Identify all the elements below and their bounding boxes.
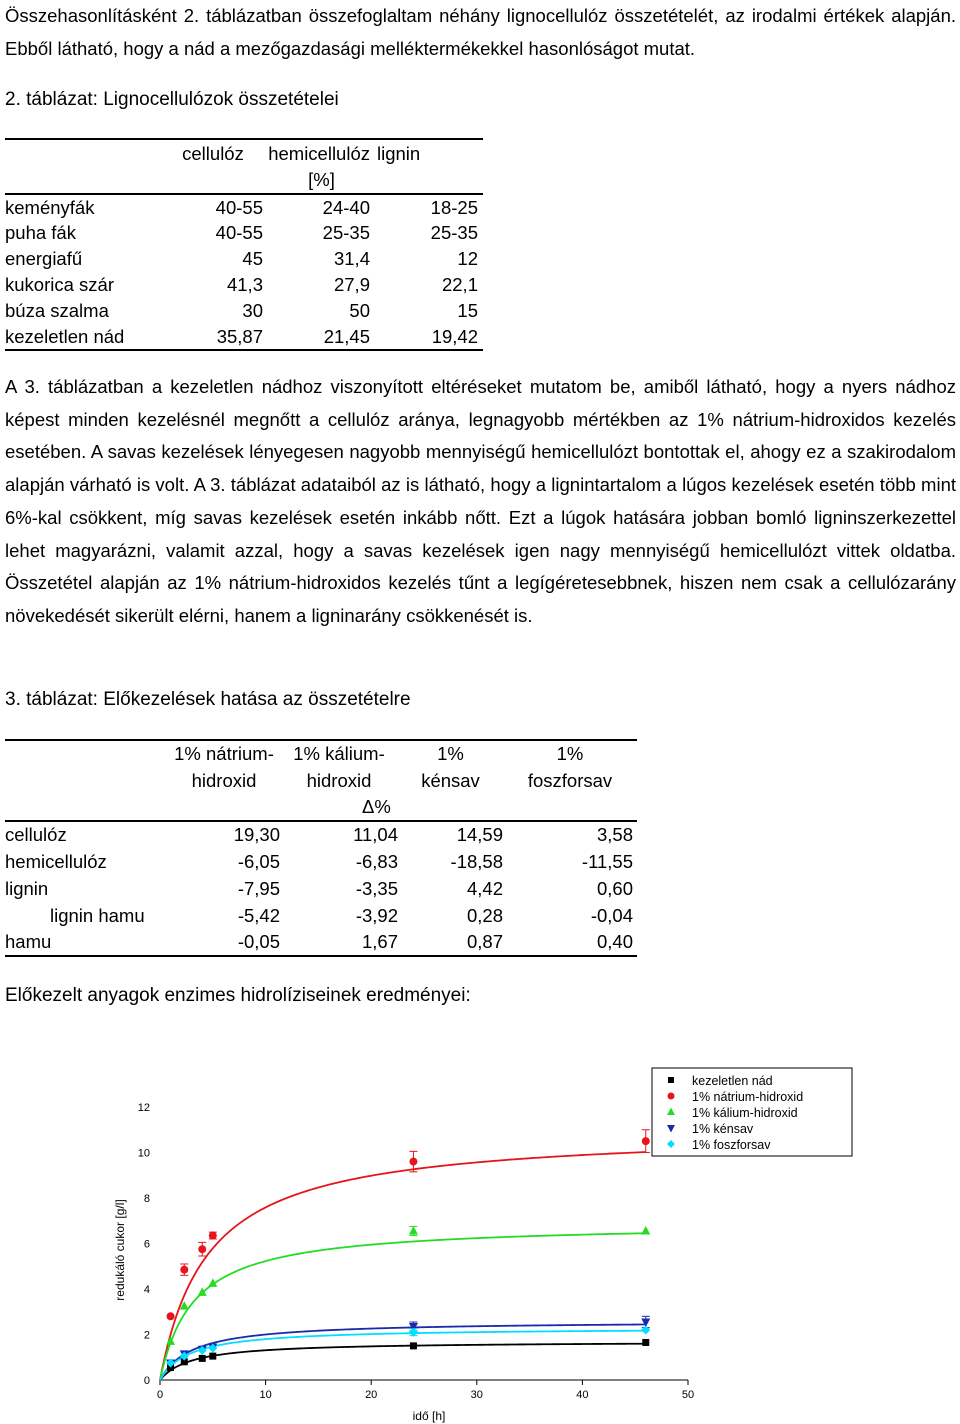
table3-cell: -3,35 bbox=[355, 877, 398, 899]
table2-row bbox=[5, 194, 483, 220]
x-tick-label: 20 bbox=[365, 1389, 378, 1401]
table2-row-label: kezeletlen nád bbox=[5, 325, 125, 347]
table3-cell: -0,04 bbox=[590, 904, 633, 926]
table2-row-label: búza szalma bbox=[5, 300, 109, 321]
data-point bbox=[642, 1137, 650, 1145]
data-point bbox=[668, 1093, 675, 1100]
table2-row bbox=[5, 246, 483, 272]
table3-row bbox=[5, 929, 637, 956]
table2-cell: 12 bbox=[457, 248, 478, 269]
data-point bbox=[641, 1325, 650, 1334]
table3-cell: -5,42 bbox=[237, 904, 280, 926]
table2-cell: 25-35 bbox=[322, 222, 370, 243]
table2-cell: 25-35 bbox=[430, 222, 478, 243]
data-point bbox=[409, 1226, 418, 1235]
table3-cell: 0,40 bbox=[596, 931, 633, 952]
legend-label: kezeletlen nád bbox=[692, 1074, 773, 1088]
x-tick-label: 0 bbox=[156, 1389, 164, 1401]
hydrolysis-chart bbox=[0, 1060, 960, 1424]
table2-row bbox=[5, 324, 483, 350]
table2-cell: 40-55 bbox=[215, 196, 263, 218]
legend-label: 1% kálium-hidroxid bbox=[692, 1106, 798, 1120]
main-paragraph: A 3. táblázatban a kezeletlen nádhoz viszonyított eltéréseket mutatom be, amiből látható, hogy a nyers nádhoz képest minden kezelésnél megnőtt a cellulóz aránya, legnagyobb mértékben az 1% nátrium-hidroxidos kezelés esetében. A savas kezelések lényegesen nagyobb mennyiségű hemicellulózt bontottak el, ahogy ez a szakirodalom alapján várható is volt. A 3. táblázat adataiból az is látható, hogy a lignintartalom a lúgos kezelések esetén több mint 6%-kal csökkent, míg savas kezelések esetén inkább nőtt. Ezt a lúgok hatására jobban bomló ligninszerkezettel lehet magyarázni, valamit azzal, hogy a savas kezelések igen nagy mennyiségű hemicellulózt vittek oldatba. Összetétel alapján az 1% nátrium-hidroxidos kezelés tűnt a legígéretesebbnek, hiszen nem csak a cellulózarány növekedését sikerült elérni, hanem a ligninarány csökkenését is. bbox=[5, 376, 956, 626]
table2-caption: 2. táblázat: Lignocellulózok összetételei bbox=[5, 89, 339, 110]
table2-cell: 50 bbox=[349, 300, 370, 321]
table2-row bbox=[5, 298, 483, 324]
table2-cell: 30 bbox=[242, 300, 263, 321]
table2-row bbox=[5, 220, 483, 246]
data-point bbox=[209, 1353, 216, 1360]
table2-cell: 31,4 bbox=[333, 248, 370, 269]
table2-cell: 18-25 bbox=[430, 196, 478, 218]
table3-header-naoh-line2: hidroxid bbox=[191, 769, 257, 791]
y-tick-label: 2 bbox=[143, 1329, 150, 1342]
table2-cell: 21,45 bbox=[323, 325, 370, 347]
y-tick-label: 0 bbox=[143, 1375, 150, 1387]
table2-body bbox=[5, 194, 483, 350]
table2-cell: 45 bbox=[242, 248, 263, 269]
table3-cell: -3,92 bbox=[355, 904, 398, 926]
table2-cell: 41,3 bbox=[226, 274, 263, 295]
table3-cell: 0,28 bbox=[466, 904, 503, 926]
data-point bbox=[198, 1245, 206, 1253]
table3-cell: 3,58 bbox=[596, 824, 633, 845]
table3-cell: 11,04 bbox=[353, 824, 398, 845]
data-point bbox=[641, 1226, 650, 1235]
y-tick-label: 12 bbox=[137, 1102, 150, 1114]
table3-header-h2so4-line1: 1% bbox=[437, 743, 464, 764]
table2-cell: 22,1 bbox=[441, 274, 478, 295]
x-tick-label: 50 bbox=[681, 1389, 695, 1401]
table3-row-label: lignin hamu bbox=[50, 904, 145, 926]
table3-cell: -11,55 bbox=[581, 850, 633, 872]
table3-row bbox=[5, 875, 637, 902]
data-point bbox=[209, 1232, 217, 1240]
data-point bbox=[198, 1287, 207, 1296]
table2-row-label: keményfák bbox=[5, 196, 95, 218]
table3-cell: -6,05 bbox=[237, 850, 280, 872]
table3-cell: -0,05 bbox=[237, 931, 280, 952]
table3-caption: 3. táblázat: Előkezelések hatása az összetételre bbox=[5, 689, 411, 710]
legend-label: 1% foszforsav bbox=[692, 1138, 771, 1152]
y-axis-label: redukáló cukor [g/l] bbox=[113, 1199, 127, 1301]
table3-row-label: hamu bbox=[5, 931, 52, 952]
table3-cell: 14,59 bbox=[456, 824, 503, 845]
table2-cell: 15 bbox=[457, 300, 478, 321]
table2-unit: [%] bbox=[308, 169, 335, 190]
table3-header-h3po4-line1: 1% bbox=[556, 743, 584, 764]
data-point bbox=[642, 1339, 649, 1346]
table2-header-cellulose: cellulóz bbox=[182, 142, 244, 164]
table2-row bbox=[5, 272, 483, 298]
table3-header-koh-line1: 1% kálium- bbox=[293, 743, 385, 764]
y-tick-label: 8 bbox=[143, 1193, 150, 1205]
table3-body bbox=[5, 821, 637, 956]
table3-row-label: hemicellulóz bbox=[5, 850, 107, 872]
table3-row bbox=[5, 821, 637, 848]
data-point bbox=[199, 1355, 206, 1362]
data-point bbox=[409, 1158, 417, 1166]
table3-header-koh-line2: hidroxid bbox=[306, 769, 372, 791]
table3 bbox=[5, 739, 637, 957]
y-tick-label: 10 bbox=[137, 1147, 150, 1160]
table2-row-label: energiafű bbox=[5, 248, 83, 269]
x-tick-label: 40 bbox=[576, 1389, 589, 1401]
legend-label: 1% kénsav bbox=[692, 1122, 754, 1136]
table3-row bbox=[5, 902, 637, 929]
table2-header-lignin: lignin bbox=[377, 142, 421, 164]
table3-cell: 19,30 bbox=[233, 824, 280, 845]
table3-cell: -7,95 bbox=[237, 877, 280, 899]
table2-cell: 27,9 bbox=[333, 274, 370, 295]
table2-row-label: kukorica szár bbox=[5, 274, 114, 295]
hydrolysis-heading: Előkezelt anyagok enzimes hidrolíziseinek eredményei: bbox=[5, 985, 471, 1006]
x-tick-label: 30 bbox=[470, 1389, 483, 1401]
data-point bbox=[180, 1266, 188, 1274]
table3-row bbox=[5, 848, 637, 875]
table3-header-h3po4-line2: foszforsav bbox=[527, 769, 613, 791]
table2-header-hemicellulose: hemicellulóz bbox=[268, 142, 370, 164]
table2-cell: 40-55 bbox=[215, 222, 263, 243]
table2-row-label: puha fák bbox=[5, 222, 76, 243]
table3-unit: Δ% bbox=[362, 796, 391, 817]
table2-cell: 35,87 bbox=[216, 325, 263, 347]
table3-cell: 1,67 bbox=[361, 931, 398, 952]
table2-cell: 19,42 bbox=[431, 325, 478, 347]
table3-cell: 0,60 bbox=[596, 877, 633, 899]
legend-label: 1% nátrium-hidroxid bbox=[692, 1090, 804, 1104]
data-point bbox=[166, 1336, 175, 1345]
table2 bbox=[5, 138, 483, 351]
fit-line bbox=[160, 1233, 646, 1380]
table3-row-label: lignin bbox=[5, 877, 49, 899]
x-tick-label: 10 bbox=[259, 1389, 272, 1401]
table3-cell: -18,58 bbox=[450, 850, 503, 872]
y-tick-label: 6 bbox=[143, 1238, 150, 1251]
x-axis-label: idő [h] bbox=[412, 1409, 446, 1423]
table3-row-label: cellulóz bbox=[5, 824, 67, 845]
table3-cell: 4,42 bbox=[466, 877, 503, 899]
y-tick-label: 4 bbox=[143, 1284, 150, 1296]
data-point bbox=[167, 1312, 175, 1320]
intro-paragraph: Összehasonlításként 2. táblázatban összefoglaltam néhány lignocellulóz összetételét, az irodalmi értékek alapján. Ebből látható, hogy a nád a mezőgazdasági melléktermékekkel hasonlóságot mutat. bbox=[5, 5, 956, 59]
table3-cell: -6,83 bbox=[355, 850, 398, 872]
table2-cell: 24-40 bbox=[322, 196, 370, 218]
table3-header-naoh-line1: 1% nátrium- bbox=[174, 743, 274, 764]
table3-header-h2so4-line2: kénsav bbox=[421, 769, 480, 791]
fit-line bbox=[160, 1344, 646, 1380]
table3-cell: 0,87 bbox=[466, 931, 503, 952]
data-point bbox=[668, 1077, 674, 1083]
data-point bbox=[410, 1342, 417, 1349]
